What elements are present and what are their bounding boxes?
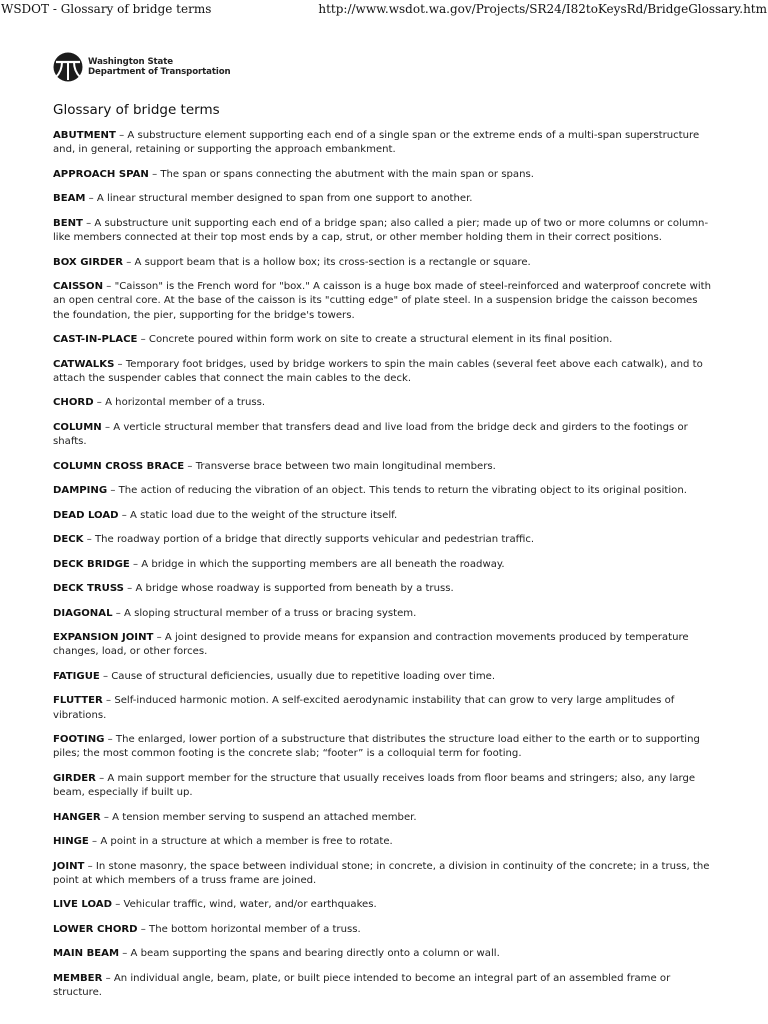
glossary-definition: The span or spans connecting the abutment with the main span or spans.: [160, 168, 534, 180]
term-separator: –: [137, 923, 150, 935]
glossary-term: APPROACH SPAN: [53, 168, 149, 180]
glossary-definition: Self-induced harmonic motion. A self-excited aerodynamic instability that can grow to very large amplitudes of vibrations.: [53, 695, 675, 721]
glossary-term: CHORD: [53, 397, 94, 409]
glossary-definition: A support beam that is a hollow box; its cross-section is a rectangle or square.: [134, 256, 531, 268]
term-separator: –: [153, 632, 165, 644]
term-separator: –: [82, 217, 95, 229]
glossary-entry: [53, 217, 713, 246]
glossary-term: DIAGONAL: [53, 607, 113, 619]
glossary-entry: [53, 396, 713, 410]
glossary-entry: [53, 333, 713, 347]
glossary-term: DECK TRUSS: [53, 583, 124, 595]
glossary-term: GIRDER: [53, 772, 96, 784]
glossary-entry: [53, 129, 713, 158]
glossary-definition: The bottom horizontal member of a truss.: [149, 923, 361, 935]
glossary-entry: [53, 860, 713, 889]
term-separator: –: [111, 899, 124, 911]
glossary-entry: [53, 509, 713, 523]
wsdot-emblem-icon: [53, 52, 83, 82]
glossary-entry: [53, 256, 713, 270]
glossary-term: MEMBER: [53, 972, 103, 984]
term-separator: –: [95, 772, 108, 784]
glossary-definition: The roadway portion of a bridge that directly supports vehicular and pedestrian traffic.: [94, 534, 535, 546]
term-separator: –: [114, 358, 126, 370]
term-separator: –: [123, 583, 136, 595]
glossary-term: DEAD LOAD: [53, 509, 119, 521]
glossary-definition: "Caisson" is the French word for "box." A caisson is a huge box made of steel-reinforced and waterproof concrete with an open central core. At the base of the caisson is its "cutting edge" of plate steel. In a suspension bridge the caisson becomes the foundation, the pier, supporting for the bridge's towers.: [53, 281, 711, 321]
page-title: Glossary of bridge terms: [53, 102, 220, 118]
glossary-definition: The action of reducing the vibration of an object. This tends to return the vibrating object to its original position.: [118, 485, 687, 497]
term-separator: –: [102, 972, 114, 984]
glossary-entry: [53, 631, 713, 660]
browser-page-title: WSDOT - Glossary of bridge terms: [1, 2, 212, 16]
glossary-entry: [53, 694, 713, 723]
glossary-definition: A linear structural member designed to span from one support to another.: [96, 193, 473, 205]
glossary-term: DECK: [53, 534, 84, 546]
term-separator: –: [100, 811, 113, 823]
glossary-entry: [53, 533, 713, 547]
term-separator: –: [83, 534, 95, 546]
term-separator: –: [85, 193, 97, 205]
glossary-definition: A bridge whose roadway is supported from beneath by a truss.: [135, 583, 454, 595]
glossary-term: ABUTMENT: [53, 130, 116, 141]
term-separator: –: [102, 695, 115, 707]
term-separator: –: [99, 670, 112, 682]
glossary-definition: An individual angle, beam, plate, or built piece intended to become an integral part of an assembled frame or structure.: [53, 972, 671, 999]
term-separator: –: [184, 460, 196, 472]
glossary-definition: A sloping structural member of a truss or bracing system.: [123, 607, 417, 619]
glossary-term: COLUMN CROSS BRACE: [53, 460, 185, 472]
glossary-term: BENT: [53, 217, 83, 229]
term-separator: –: [103, 281, 115, 293]
glossary-entry: [53, 460, 713, 474]
glossary-term: JOINT: [53, 860, 85, 872]
glossary-entry: [53, 772, 713, 801]
glossary-entry: [53, 168, 713, 182]
glossary-definition: A tension member serving to suspend an attached member.: [112, 811, 417, 823]
term-separator: –: [84, 860, 96, 872]
glossary-term: CAISSON: [53, 281, 104, 293]
glossary-term: FLUTTER: [53, 695, 103, 707]
glossary-definition: A point in a structure at which a member is free to rotate.: [100, 836, 393, 848]
term-separator: –: [119, 948, 131, 960]
glossary-term: MAIN BEAM: [53, 948, 120, 960]
glossary-entry: [53, 733, 713, 762]
glossary-entry: [53, 280, 713, 323]
term-separator: –: [129, 558, 142, 570]
glossary-entry: [53, 835, 713, 849]
glossary-definition: A static load due to the weight of the structure itself.: [130, 509, 398, 521]
glossary-term: DAMPING: [53, 485, 108, 497]
print-header: [0, 0, 768, 20]
glossary-term: FATIGUE: [53, 670, 100, 682]
org-line-1: Washington State: [88, 57, 173, 67]
glossary-entry: [53, 923, 713, 937]
glossary-definition: A bridge in which the supporting members are all beneath the roadway.: [141, 558, 505, 570]
glossary-term: BEAM: [53, 193, 86, 205]
glossary-definition: Cause of structural deficiencies, usually due to repetitive loading over time.: [111, 670, 496, 682]
glossary-entry: [53, 582, 713, 596]
term-separator: –: [148, 168, 161, 180]
term-separator: –: [88, 836, 101, 848]
glossary-term: HANGER: [53, 811, 101, 823]
glossary-definition: Vehicular traffic, wind, water, and/or earthquakes.: [123, 899, 377, 911]
glossary-entry: [53, 811, 713, 825]
glossary-entry: [53, 947, 713, 961]
glossary-term: HINGE: [53, 836, 89, 848]
term-separator: –: [101, 421, 114, 433]
glossary-entry: [53, 358, 713, 387]
glossary-entry: [53, 972, 713, 1001]
term-separator: –: [107, 485, 119, 497]
glossary-definition: A joint designed to provide means for expansion and contraction movements produced by temperature changes, load, or other forces.: [53, 632, 689, 658]
glossary-definition: A main support member for the structure that usually receives loads from floor beams and stringers; also, any large beam, especially if built up.: [53, 772, 696, 799]
glossary-term: FOOTING: [53, 734, 105, 746]
glossary-entry: [53, 558, 713, 572]
glossary-definition: The enlarged, lower portion of a substructure that distributes the structure load either to the earth or to supporting piles; the most common footing is the concrete slab; “footer” is a colloquial term for footing.: [53, 734, 700, 760]
glossary-definition: In stone masonry, the space between individual stone; in concrete, a division in continuity of the concrete; in a truss, the point at which members of a truss frame are joined.: [53, 860, 710, 886]
term-separator: –: [112, 607, 124, 619]
glossary-entry: [53, 421, 713, 450]
glossary-term: CATWALKS: [53, 358, 115, 370]
glossary-entry: [53, 607, 713, 621]
glossary-entry: [53, 484, 713, 498]
org-line-2: Department of Transportation: [88, 67, 231, 77]
term-separator: –: [93, 397, 106, 409]
term-separator: –: [118, 509, 131, 521]
glossary-definition: Temporary foot bridges, used by bridge workers to spin the main cables (several feet above each catwalk), and to attach the suspender cables that connect the main cables to the deck.: [53, 358, 703, 384]
glossary-definition: Transverse brace between two main longitudinal members.: [195, 460, 496, 472]
wsdot-logo[interactable]: [53, 52, 231, 82]
glossary-definition: A substructure unit supporting each end of a bridge span; also called a pier; made up of two or more columns or column-like members connected at their top most ends by a cap, strut, or other member holding them in their correct positions.: [53, 217, 709, 244]
glossary-definition: Concrete poured within form work on site to create a structural element in its final position.: [148, 334, 613, 346]
glossary-term: BOX GIRDER: [53, 256, 124, 268]
glossary-entry: [53, 898, 713, 912]
glossary-term: LIVE LOAD: [53, 899, 112, 911]
term-separator: –: [115, 130, 128, 141]
glossary-definition: A horizontal member of a truss.: [105, 397, 266, 409]
glossary-definition: A verticle structural member that transfers dead and live load from the bridge deck and girders to the footings or shafts.: [53, 421, 688, 448]
term-separator: –: [137, 334, 149, 346]
glossary-term: EXPANSION JOINT: [53, 632, 154, 644]
glossary-term: COLUMN: [53, 421, 102, 433]
glossary-term: LOWER CHORD: [53, 923, 138, 935]
term-separator: –: [123, 256, 135, 268]
organization-name: [88, 57, 231, 77]
term-separator: –: [104, 734, 116, 746]
glossary-term: DECK BRIDGE: [53, 558, 130, 570]
glossary-term: CAST-IN-PLACE: [53, 334, 138, 346]
glossary-list: [53, 129, 713, 1011]
glossary-definition: A substructure element supporting each end of a single span or the extreme ends of a multi-span superstructure and, in general, retaining or supporting the approach embankment.: [53, 130, 700, 156]
glossary-definition: A beam supporting the spans and bearing directly onto a column or wall.: [130, 948, 500, 960]
glossary-entry: [53, 670, 713, 684]
glossary-entry: [53, 192, 713, 206]
browser-url[interactable]: http://www.wsdot.wa.gov/Projects/SR24/I82toKeysRd/BridgeGlossary.htm: [318, 2, 767, 16]
